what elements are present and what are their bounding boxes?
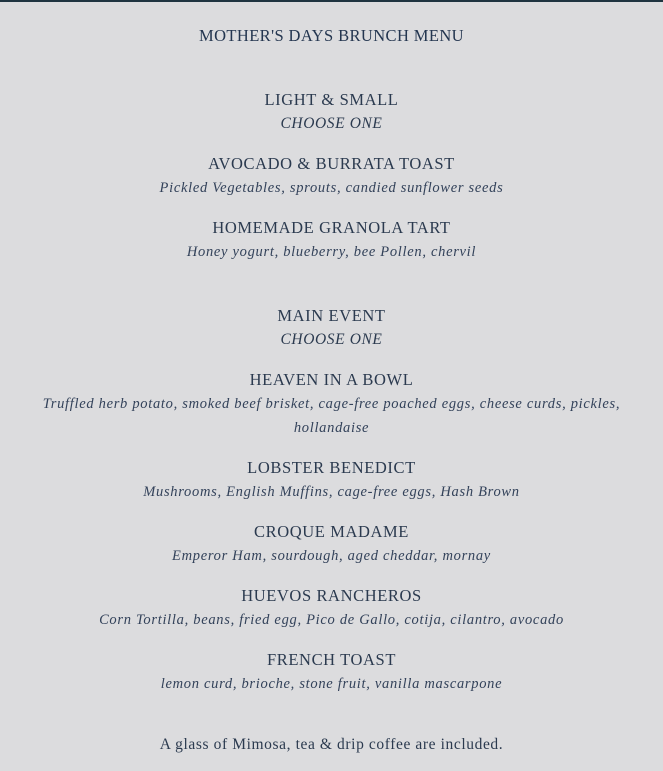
menu-item-heaven-in-a-bowl bbox=[20, 368, 643, 440]
menu-item-huevos-rancheros bbox=[20, 584, 643, 632]
item-name: HOMEMADE GRANOLA TART bbox=[212, 218, 451, 237]
item-description: Truffled herb potato, smoked beef brisket, cage-free poached eggs, cheese curds, pickles, hollandaise bbox=[42, 396, 621, 436]
menu-item-french-toast bbox=[20, 648, 643, 696]
section-heading: MAIN EVENT bbox=[277, 306, 386, 325]
menu-item-homemade-granola-tart bbox=[20, 216, 643, 264]
item-description: Pickled Vegetables, sprouts, candied sunflower seeds bbox=[159, 180, 504, 196]
item-name: FRENCH TOAST bbox=[267, 650, 396, 669]
item-description: Mushrooms, English Muffins, cage-free eggs, Hash Brown bbox=[143, 484, 520, 500]
item-name: HEAVEN IN A BOWL bbox=[249, 370, 414, 389]
item-description: Corn Tortilla, beans, fried egg, Pico de Gallo, cotija, cilantro, avocado bbox=[99, 612, 564, 628]
item-name: AVOCADO & BURRATA TOAST bbox=[208, 154, 455, 173]
section-instruction: CHOOSE ONE bbox=[280, 331, 383, 348]
menu-item-croque-madame bbox=[20, 520, 643, 568]
menu-title: MOTHER'S DAYS BRUNCH MENU bbox=[199, 26, 464, 45]
item-description: Honey yogurt, blueberry, bee Pollen, chervil bbox=[186, 244, 477, 260]
item-description: Emperor Ham, sourdough, aged cheddar, mornay bbox=[172, 548, 491, 564]
menu-footer-note: A glass of Mimosa, tea & drip coffee are included. bbox=[159, 736, 504, 753]
section-heading: LIGHT & SMALL bbox=[264, 90, 399, 109]
item-description: lemon curd, brioche, stone fruit, vanilla mascarpone bbox=[160, 676, 503, 692]
item-name: HUEVOS RANCHEROS bbox=[241, 586, 422, 605]
item-name: CROQUE MADAME bbox=[254, 522, 409, 541]
menu-item-lobster-benedict bbox=[20, 456, 643, 504]
menu-item-avocado-burrata-toast bbox=[20, 152, 643, 200]
section-light-small bbox=[0, 88, 663, 136]
item-name: LOBSTER BENEDICT bbox=[247, 458, 416, 477]
section-main-event bbox=[0, 304, 663, 352]
section-instruction: CHOOSE ONE bbox=[280, 115, 383, 132]
